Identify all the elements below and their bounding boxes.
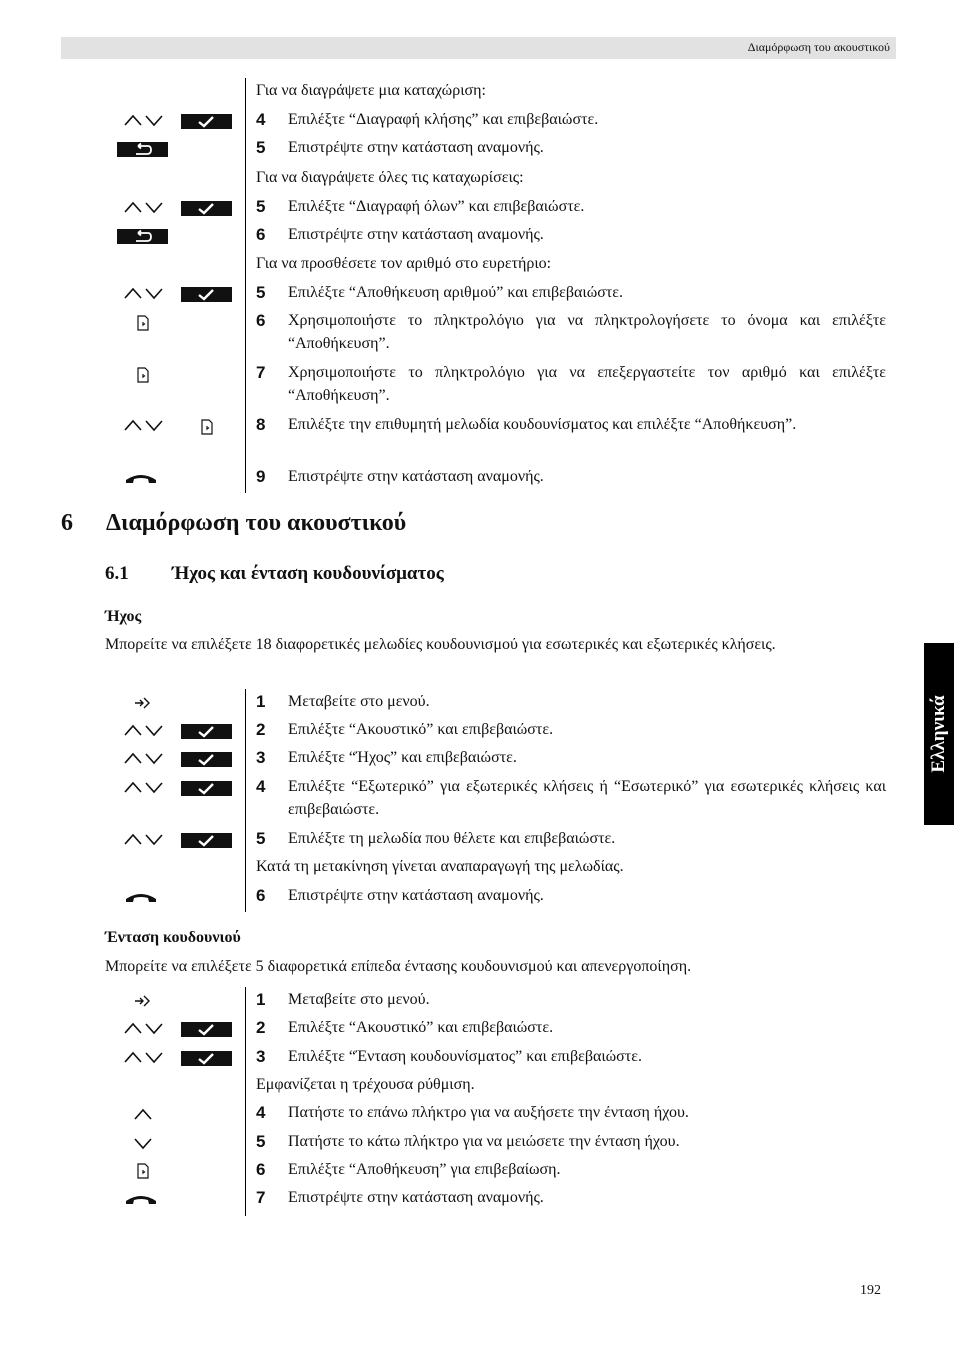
back-key-icon: [117, 229, 168, 244]
step-number: 2: [256, 1018, 266, 1037]
step-number: 6: [256, 225, 266, 244]
step-number: 5: [256, 1132, 266, 1151]
up-down-keys-icon: [124, 418, 164, 432]
step-text: Επιλέξτε την επιθυμητή μελωδία κουδουνίσματος και επιλέξτε “Αποθήκευση”.: [288, 416, 797, 433]
step-number: 8: [256, 415, 266, 434]
step-number: 5: [256, 829, 266, 848]
page-number: 192: [860, 1283, 881, 1298]
step-text: Πατήστε το κάτω πλήκτρο για να μειώσετε την ένταση ήχου.: [288, 1133, 680, 1150]
step-text: Χρησιμοποιήστε το πληκτρολόγιο για να επεξεργαστείτε τον αριθμό και επιλέξτε “Αποθήκευση”.: [288, 364, 886, 404]
section-heading: [61, 510, 406, 537]
step-number: 4: [256, 1103, 266, 1122]
step-number: 5: [256, 138, 266, 157]
save-key-icon: [200, 419, 214, 435]
up-down-keys-icon: [124, 113, 164, 127]
header-bar: [61, 37, 896, 59]
ok-key-icon: [181, 201, 232, 216]
end-call-key-icon: [124, 471, 158, 485]
step-text: Επιστρέψτε στην κατάσταση αναμονής.: [288, 226, 544, 243]
step-number: 6: [256, 886, 266, 905]
step-text: Επιστρέψτε στην κατάσταση αναμονής.: [288, 887, 544, 904]
ok-key-icon: [181, 724, 232, 739]
step-number: 2: [256, 720, 266, 739]
step-text: Μεταβείτε στο μενού.: [288, 693, 430, 710]
divider-line: [245, 78, 246, 493]
menu-key-icon: [133, 695, 151, 711]
step-text: Επιλέξτε “Ακουστικό” και επιβεβαιώστε.: [288, 721, 554, 738]
up-down-keys-icon: [124, 200, 164, 214]
ok-key-icon: [181, 1022, 232, 1037]
subsection-number: 6.1: [105, 563, 129, 584]
language-tab-label: Ελληνικά: [928, 695, 949, 773]
step-number: 5: [256, 197, 266, 216]
volume-heading: Ένταση κουδουνιού: [105, 929, 241, 946]
step-number: 3: [256, 1047, 266, 1066]
step-number: 6: [256, 311, 266, 330]
back-key-icon: [117, 142, 168, 157]
step-text: Επιστρέψτε στην κατάσταση αναμονής.: [288, 1189, 544, 1206]
section-number: 6: [61, 510, 73, 536]
step-text: Επιλέξτε “Αποθήκευση αριθμού” και επιβεβαιώστε.: [288, 284, 624, 301]
note: Για να διαγράψετε όλες τις καταχωρίσεις:: [256, 169, 524, 186]
step-text: Επιστρέψτε στην κατάσταση αναμονής.: [288, 468, 544, 485]
ok-key-icon: [181, 287, 232, 302]
up-key-icon: [133, 1107, 153, 1121]
end-call-key-icon: [124, 890, 158, 904]
step-text: Επιλέξτε τη μελωδία που θέλετε και επιβεβαιώστε.: [288, 830, 616, 847]
step-text: Επιλέξτε “Εξωτερικό” για εξωτερικές κλήσεις ή “Εσωτερικό” για εσωτερικές κλήσεις και επιβεβαιώστε.: [288, 778, 886, 818]
step-number: 4: [256, 777, 266, 796]
volume-description: Μπορείτε να επιλέξετε 5 διαφορετικά επίπεδα έντασης κουδουνισμού και απενεργοποίηση.: [105, 958, 692, 975]
step-number: 5: [256, 283, 266, 302]
up-down-keys-icon: [124, 723, 164, 737]
down-key-icon: [133, 1136, 153, 1150]
divider-line: [245, 689, 246, 912]
note: Για να προσθέσετε τον αριθμό στο ευρετήριο:: [256, 255, 552, 272]
ok-key-icon: [181, 833, 232, 848]
up-down-keys-icon: [124, 751, 164, 765]
language-tab: [924, 643, 954, 825]
menu-key-icon: [133, 993, 151, 1009]
section-title: Διαμόρφωση του ακουστικού: [106, 510, 407, 536]
step-number: 6: [256, 1160, 266, 1179]
step-number: 7: [256, 363, 266, 382]
sound-steps: [105, 689, 890, 914]
step-text: Επιλέξτε “Αποθήκευση” για επιβεβαίωση.: [288, 1161, 561, 1178]
running-title: Διαμόρφωση του ακουστικού: [747, 40, 890, 54]
subsection-title: Ήχος και ένταση κουδουνίσματος: [172, 563, 444, 584]
ok-key-icon: [181, 781, 232, 796]
save-key-icon: [136, 315, 150, 331]
ok-key-icon: [181, 114, 232, 129]
up-down-keys-icon: [124, 780, 164, 794]
note: Για να διαγράψετε μια καταχώριση:: [256, 82, 486, 99]
up-down-keys-icon: [124, 1021, 164, 1035]
intro-steps: [105, 78, 890, 498]
note: Κατά τη μετακίνηση γίνεται αναπαραγωγή της μελωδίας.: [256, 858, 624, 875]
step-text: Μεταβείτε στο μενού.: [288, 991, 430, 1008]
step-number: 4: [256, 110, 266, 129]
step-text: Επιλέξτε “Διαγραφή όλων” και επιβεβαιώστε.: [288, 198, 585, 215]
step-text: Επιστρέψτε στην κατάσταση αναμονής.: [288, 139, 544, 156]
step-number: 3: [256, 748, 266, 767]
save-key-icon: [136, 367, 150, 383]
step-text: Πατήστε το επάνω πλήκτρο για να αυξήσετε την ένταση ήχου.: [288, 1104, 689, 1121]
step-number: 9: [256, 467, 266, 486]
step-number: 1: [256, 692, 266, 711]
up-down-keys-icon: [124, 1050, 164, 1064]
step-text: Χρησιμοποιήστε το πληκτρολόγιο για να πληκτρολογήσετε το όνομα και επιλέξτε “Αποθήκευση”.: [288, 312, 886, 352]
up-down-keys-icon: [124, 832, 164, 846]
step-number: 7: [256, 1188, 266, 1207]
end-call-key-icon: [124, 1192, 158, 1206]
subsection-heading: [105, 563, 444, 585]
step-number: 1: [256, 990, 266, 1009]
step-text: Επιλέξτε “Ακουστικό” και επιβεβαιώστε.: [288, 1019, 554, 1036]
step-text: Επιλέξτε “Διαγραφή κλήσης” και επιβεβαιώστε.: [288, 111, 599, 128]
sound-description: Μπορείτε να επιλέξετε 18 διαφορετικές μελωδίες κουδουνισμού για εσωτερικές και εξωτερικές κλήσεις.: [105, 636, 776, 653]
step-text: Επιλέξτε “Ήχος” και επιβεβαιώστε.: [288, 749, 517, 766]
divider-line: [245, 987, 246, 1216]
sound-heading: Ήχος: [105, 608, 142, 625]
ok-key-icon: [181, 752, 232, 767]
up-down-keys-icon: [124, 286, 164, 300]
save-key-icon: [136, 1163, 150, 1179]
step-text: Επιλέξτε “Ένταση κουδουνίσματος” και επιβεβαιώστε.: [288, 1048, 642, 1065]
note: Εμφανίζεται η τρέχουσα ρύθμιση.: [256, 1076, 475, 1093]
ok-key-icon: [181, 1051, 232, 1066]
volume-steps: [105, 987, 890, 1219]
